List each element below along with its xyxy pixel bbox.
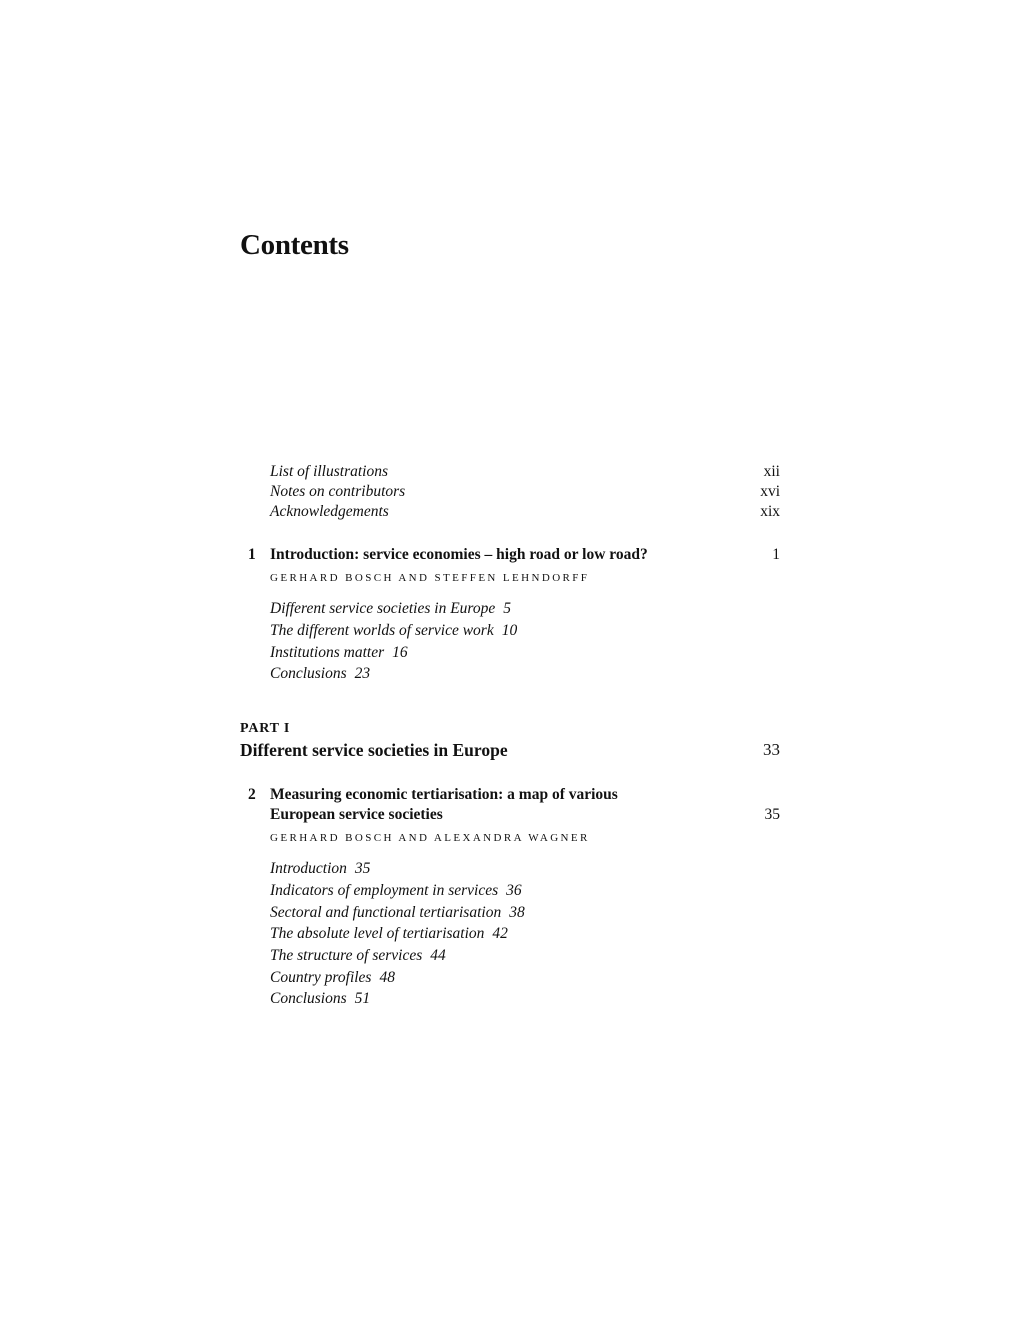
section-page: 38 [509,904,525,921]
part-label: PART I [240,721,291,736]
toc-entry-page: xvi [760,483,780,500]
section-title: Introduction [270,860,347,877]
section-page: 10 [501,622,518,639]
section-entry[interactable] [270,947,446,965]
chapter-page: 1 [772,546,780,563]
section-title: Conclusions [270,990,347,1007]
section-title: Sectoral and functional tertiarisation [270,904,502,921]
toc-entry-page: xii [763,463,780,480]
section-title: Conclusions [270,665,347,682]
chapter-title-line-1: Measuring economic tertiarisation: a map of various [270,786,618,803]
section-entry[interactable] [270,969,395,987]
chapter-title: Introduction: service economies – high road or low road? [270,546,648,563]
section-page: 16 [392,644,408,661]
chapter-page: 35 [764,806,780,823]
chapter-title-line-2: European service societies [270,806,443,823]
section-entry[interactable] [270,925,508,943]
section-title: Institutions matter [270,644,385,661]
section-entry[interactable] [270,882,522,900]
toc-entry-notes-on-contributors[interactable] [270,483,780,503]
section-entry[interactable] [270,665,370,683]
section-page: 23 [354,665,371,682]
toc-entry-page: xix [760,503,780,520]
chapter-authors: GERHARD BOSCH AND ALEXANDRA WAGNER [270,832,590,844]
section-page: 5 [503,600,512,617]
section-title: Indicators of employment in services [270,882,499,899]
toc-entry-list-of-illustrations[interactable] [270,463,780,483]
toc-entry-label: Acknowledgements [270,503,389,520]
toc-entry-label: Notes on contributors [270,483,406,500]
section-page: 48 [379,969,395,986]
section-page: 42 [492,925,508,942]
part-page: 33 [763,740,780,759]
section-page: 44 [430,947,446,964]
page-title: Contents [240,229,349,261]
toc-entry-acknowledgements[interactable] [270,503,780,523]
section-page: 51 [354,990,371,1007]
chapter-authors: GERHARD BOSCH AND STEFFEN LEHNDORFF [270,572,590,584]
section-page: 36 [506,882,522,899]
section-title: The structure of services [270,947,423,964]
section-entry[interactable] [270,904,525,922]
chapter-number: 1 [248,546,256,563]
section-entry[interactable] [270,600,511,618]
toc-entry-label: List of illustrations [270,463,389,480]
section-title: The absolute level of tertiarisation [270,925,485,942]
section-entry[interactable] [270,990,370,1008]
part-title[interactable]: Different service societies in Europe [240,740,508,760]
section-page: 35 [354,860,371,877]
section-entry[interactable] [270,644,408,662]
section-entry[interactable] [270,622,517,640]
chapter-number: 2 [248,786,256,803]
section-title: Country profiles [270,969,372,986]
section-title: The different worlds of service work [270,622,494,639]
section-title: Different service societies in Europe [270,600,496,617]
section-entry[interactable] [270,860,370,878]
